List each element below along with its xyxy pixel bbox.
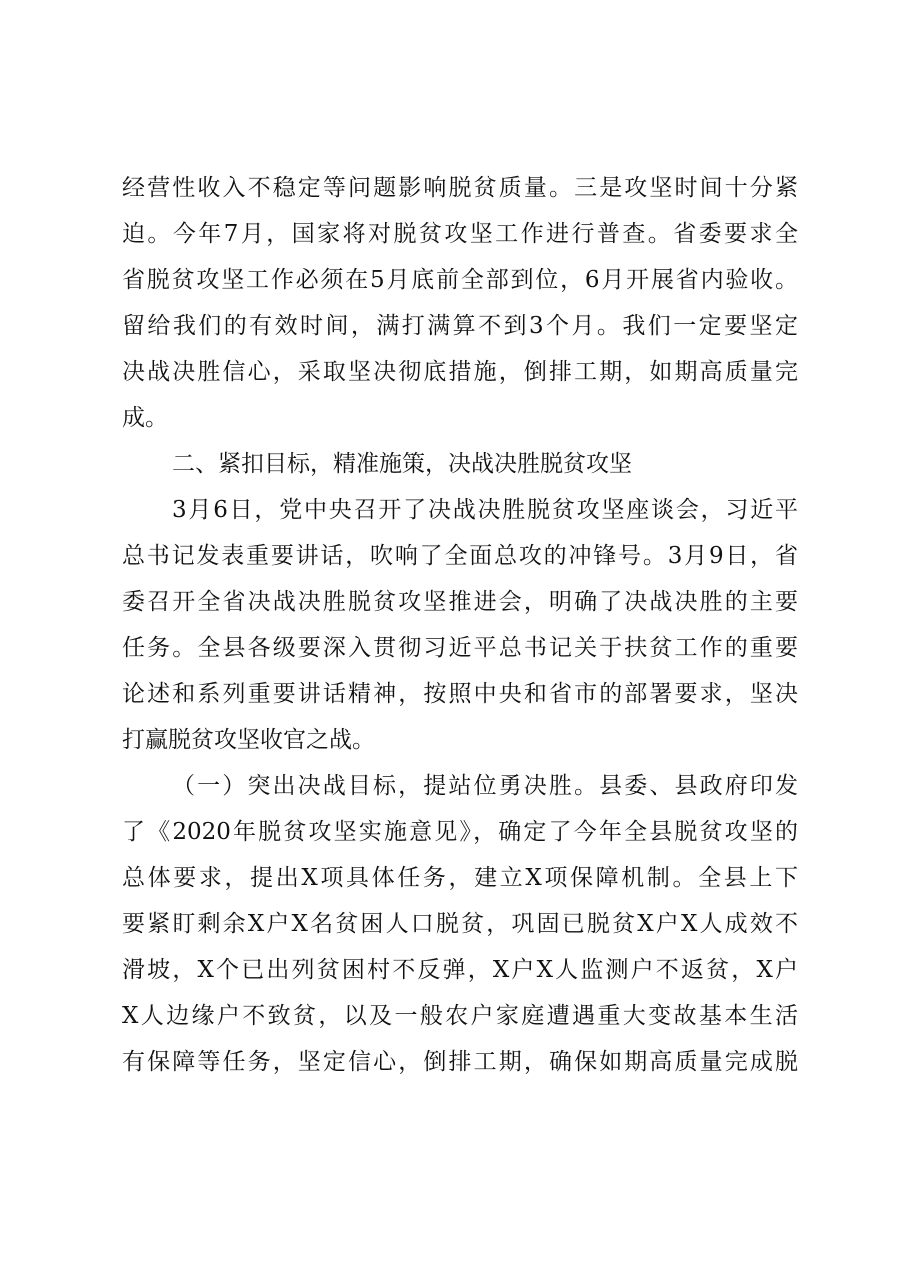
text-line: 总书记发表重要讲话，吹响了全面总攻的冲锋号。3月9日，省 [122,543,798,569]
text-line: 总体要求，提出X项具体任务，建立X项保障机制。全县上下 [122,865,798,891]
text-line: 有保障等任务，坚定信心，倒排工期，确保如期高质量完成脱 [122,1049,798,1075]
text-line: 论述和系列重要讲话精神，按照中央和省市的部署要求，坚决 [122,681,798,707]
paragraph-continuation [122,165,798,441]
text-line: 3月6日，党中央召开了决战决胜脱贫攻坚座谈会，习近平 [172,497,798,523]
subsection-paragraph [122,763,798,1085]
text-line: 要紧盯剩余X户X名贫困人口脱贫，巩固已脱贫X户X人成效不 [122,911,798,937]
text-line: 打赢脱贫攻坚收官之战。 [122,727,375,753]
text-line: 了《2020年脱贫攻坚实施意见》，确定了今年全县脱贫攻坚的 [122,819,798,845]
section-heading: 二、紧扣目标，精准施策，决战决胜脱贫攻坚 [172,451,632,477]
text-line: 省脱贫攻坚工作必须在5月底前全部到位，6月开展省内验收。 [122,267,798,293]
text-line: 任务。全县各级要深入贯彻习近平总书记关于扶贫工作的重要 [122,635,798,661]
text-line: X人边缘户不致贫，以及一般农户家庭遭遇重大变故基本生活 [122,1003,798,1029]
text-line: 留给我们的有效时间，满打满算不到3个月。我们一定要坚定 [122,313,798,339]
text-line: 委召开全省决战决胜脱贫攻坚推进会，明确了决战决胜的主要 [122,589,798,615]
text-line: 滑坡，X个已出列贫困村不反弹，X户X人监测户不返贫，X户 [122,957,798,983]
text-line: 经营性收入不稳定等问题影响脱贫质量。三是攻坚时间十分紧 [122,175,798,201]
text-line: （一）突出决战目标，提站位勇决胜。县委、县政府印发 [172,773,798,799]
text-line: 成。 [122,405,168,431]
document-body [122,165,798,1085]
text-line: 决战决胜信心，采取坚决彻底措施，倒排工期，如期高质量完 [122,359,798,385]
paragraph [122,487,798,763]
text-line: 迫。今年7月，国家将对脱贫攻坚工作进行普查。省委要求全 [122,221,798,247]
